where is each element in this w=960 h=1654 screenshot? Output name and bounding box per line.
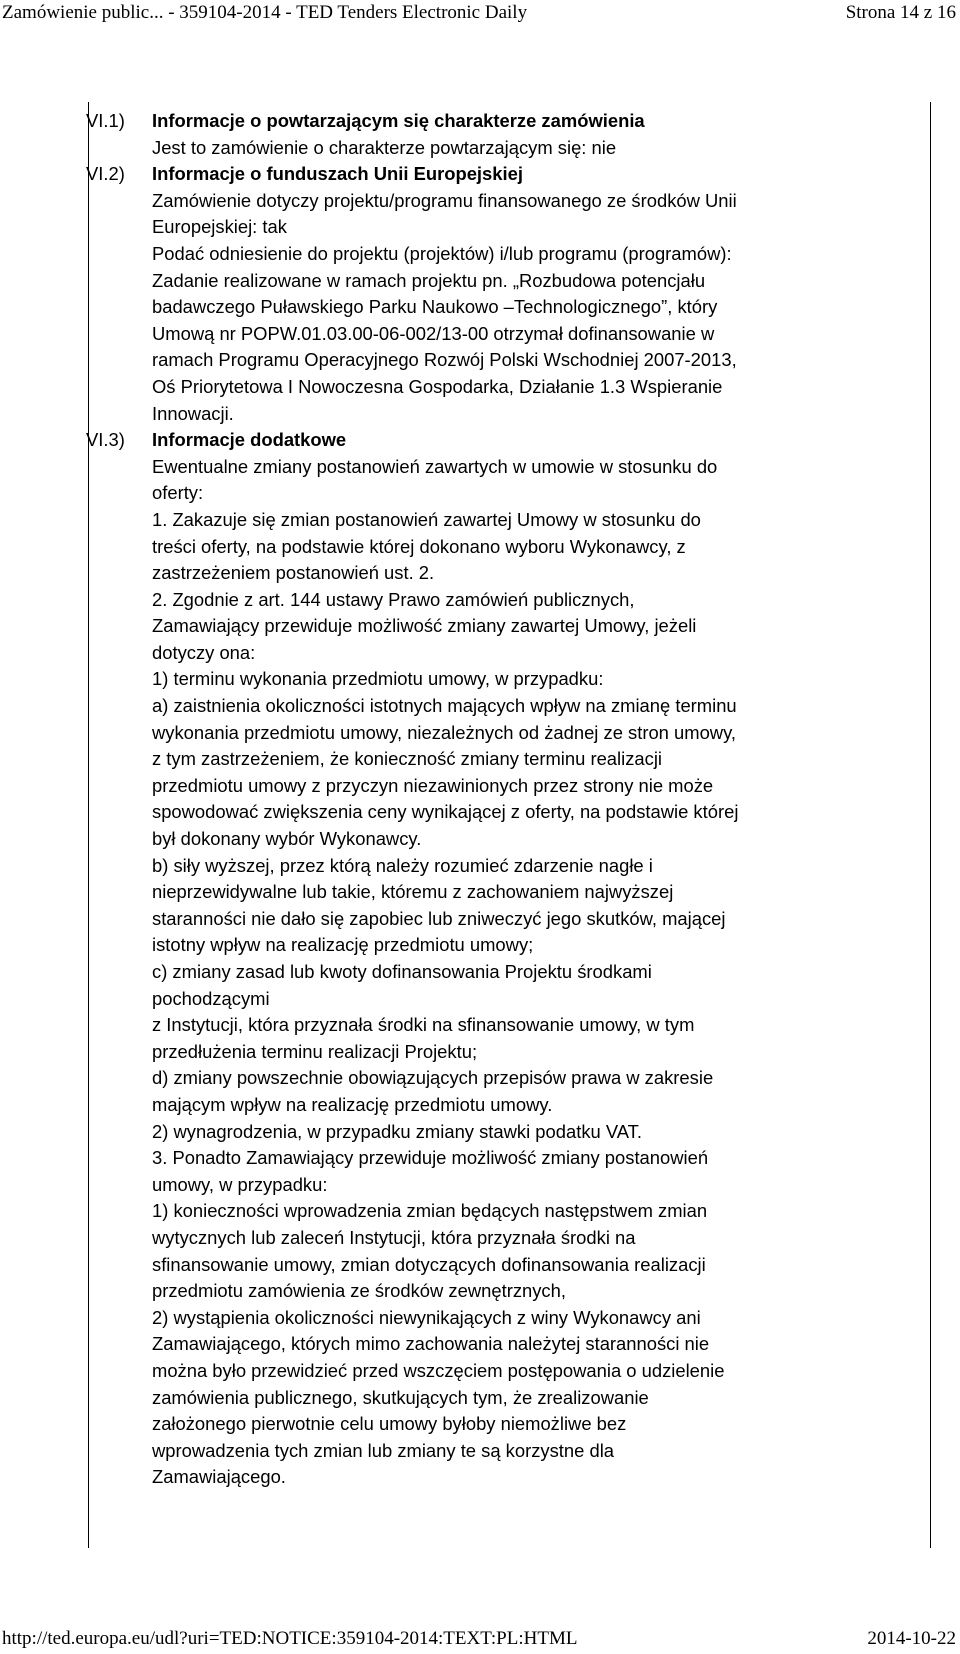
text-line: 2) wystąpienia okoliczności niewynikających z winy Wykonawcy ani <box>152 1306 701 1328</box>
page-header <box>0 0 960 30</box>
text-line: był dokonany wybór Wykonawcy. <box>152 828 422 850</box>
text-line: staranności nie dało się zapobiec lub zniweczyć jego skutków, mającej <box>152 907 726 929</box>
footer-url: http://ted.europa.eu/udl?uri=TED:NOTICE:359104-2014:TEXT:PL:HTML <box>2 1628 578 1649</box>
text-line: badawczego Puławskiego Parku Naukowo –Technologicznego”, który <box>152 296 718 318</box>
text-line: a) zaistnienia okoliczności istotnych mających wpływ na zmianę terminu <box>152 695 737 717</box>
text-line: wykonania przedmiotu umowy, niezależnych od żadnej ze stron umowy, <box>152 721 737 743</box>
footer-date: 2014-10-22 <box>867 1628 956 1649</box>
text-line: istotny wpływ na realizację przedmiotu umowy; <box>152 934 534 956</box>
text-line: założonego pierwotnie celu umowy byłoby niemożliwe bez <box>152 1413 627 1435</box>
section <box>86 161 926 427</box>
text-line: Zadanie realizowane w ramach projektu pn. „Rozbudowa potencjału <box>152 269 706 291</box>
text-line: pochodzącymi <box>152 987 270 1009</box>
text-line: Innowacji. <box>152 402 234 424</box>
section-body <box>152 135 926 162</box>
text-line: Oś Priorytetowa I Nowoczesna Gospodarka, Działanie 1.3 Wspieranie <box>152 375 723 397</box>
text-line: mającym wpływ na realizację przedmiotu umowy. <box>152 1093 553 1115</box>
text-line: c) zmiany zasad lub kwoty dofinansowania Projektu środkami <box>152 961 652 982</box>
text-line: umowy, w przypadku: <box>152 1173 328 1195</box>
section-number: VI.3) <box>86 429 125 451</box>
section <box>86 108 926 161</box>
text-line: 1) terminu wykonania przedmiotu umowy, w przypadku: <box>152 668 604 690</box>
text-line: treści oferty, na podstawie której dokonano wyboru Wykonawcy, z <box>152 535 686 557</box>
section-title: Informacje o funduszach Unii Europejskiej <box>152 163 523 185</box>
text-line: 2. Zgodnie z art. 144 ustawy Prawo zamówień publicznych, <box>152 588 635 610</box>
header-title: Zamówienie public... - 359104-2014 - TED Tenders Electronic Daily <box>2 2 528 23</box>
section <box>86 427 926 1491</box>
text-line: Zamówienie dotyczy projektu/programu finansowanego ze środków Unii <box>152 189 737 211</box>
section-number: VI.2) <box>86 163 125 185</box>
right-border-line <box>930 102 931 1548</box>
text-line: b) siły wyższej, przez którą należy rozumieć zdarzenie nagłe i <box>152 854 653 876</box>
text-line: przedmiotu zamówienia ze środków zewnętrznych, <box>152 1280 566 1302</box>
text-line: przedmiotu umowy z przyczyn niezawinionych przez strony nie może <box>152 774 714 796</box>
text-line: można było przewidzieć przed wszczęciem postępowania o udzielenie <box>152 1359 725 1381</box>
text-line: 2) wynagrodzenia, w przypadku zmiany stawki podatku VAT. <box>152 1120 642 1142</box>
section-body <box>152 188 926 427</box>
notice-content <box>86 108 926 1491</box>
text-line: nieprzewidywalne lub takie, któremu z zachowaniem najwyższej <box>152 881 674 903</box>
section-title: Informacje o powtarzającym się charakterze zamówienia <box>152 110 645 131</box>
section-number: VI.1) <box>86 110 125 131</box>
text-line: sfinansowanie umowy, zmian dotyczących dofinansowania realizacji <box>152 1253 706 1275</box>
section-title: Informacje dodatkowe <box>152 429 347 451</box>
text-line: spowodować zwiększenia ceny wynikającej z oferty, na podstawie której <box>152 801 739 823</box>
text-line: oferty: <box>152 482 204 504</box>
header-page-number: Strona 14 z 16 <box>845 2 956 23</box>
text-line: Zamawiającego, których mimo zachowania należytej staranności nie <box>152 1333 710 1355</box>
text-line: 1) konieczności wprowadzenia zmian będących następstwem zmian <box>152 1200 708 1222</box>
text-line: dotyczy ona: <box>152 641 256 663</box>
text-line: przedłużenia terminu realizacji Projektu; <box>152 1040 478 1062</box>
page-footer <box>0 1624 960 1654</box>
text-line: zastrzeżeniem postanowień ust. 2. <box>152 562 435 584</box>
text-line: wprowadzenia tych zmian lub zmiany te są korzystne dla <box>152 1439 615 1461</box>
text-line: Podać odniesienie do projektu (projektów) i/lub programu (programów): <box>152 242 732 264</box>
text-line: Jest to zamówienie o charakterze powtarzającym się: nie <box>152 136 617 158</box>
text-line: z Instytucji, która przyznała środki na sfinansowanie umowy, w tym <box>152 1014 695 1036</box>
text-line: Zamawiającego. <box>152 1466 286 1488</box>
text-line: zamówienia publicznego, skutkujących tym, że zrealizowanie <box>152 1386 649 1408</box>
text-line: ramach Programu Operacyjnego Rozwój Polski Wschodniej 2007-2013, <box>152 349 737 371</box>
text-line: wytycznych lub zaleceń Instytucji, która przyznała środki na <box>152 1226 636 1248</box>
section-body <box>152 454 926 1491</box>
text-line: Ewentualne zmiany postanowień zawartych w umowie w stosunku do <box>152 455 718 477</box>
text-line: 1. Zakazuje się zmian postanowień zawartej Umowy w stosunku do <box>152 508 701 530</box>
text-line: Umową nr POPW.01.03.00-06-002/13-00 otrzymał dofinansowanie w <box>152 322 715 344</box>
text-line: d) zmiany powszechnie obowiązujących przepisów prawa w zakresie <box>152 1067 714 1089</box>
text-line: Europejskiej: tak <box>152 216 287 238</box>
text-line: Zamawiający przewiduje możliwość zmiany zawartej Umowy, jeżeli <box>152 615 697 637</box>
text-line: 3. Ponadto Zamawiający przewiduje możliwość zmiany postanowień <box>152 1147 709 1169</box>
text-line: z tym zastrzeżeniem, że konieczność zmiany terminu realizacji <box>152 748 662 770</box>
